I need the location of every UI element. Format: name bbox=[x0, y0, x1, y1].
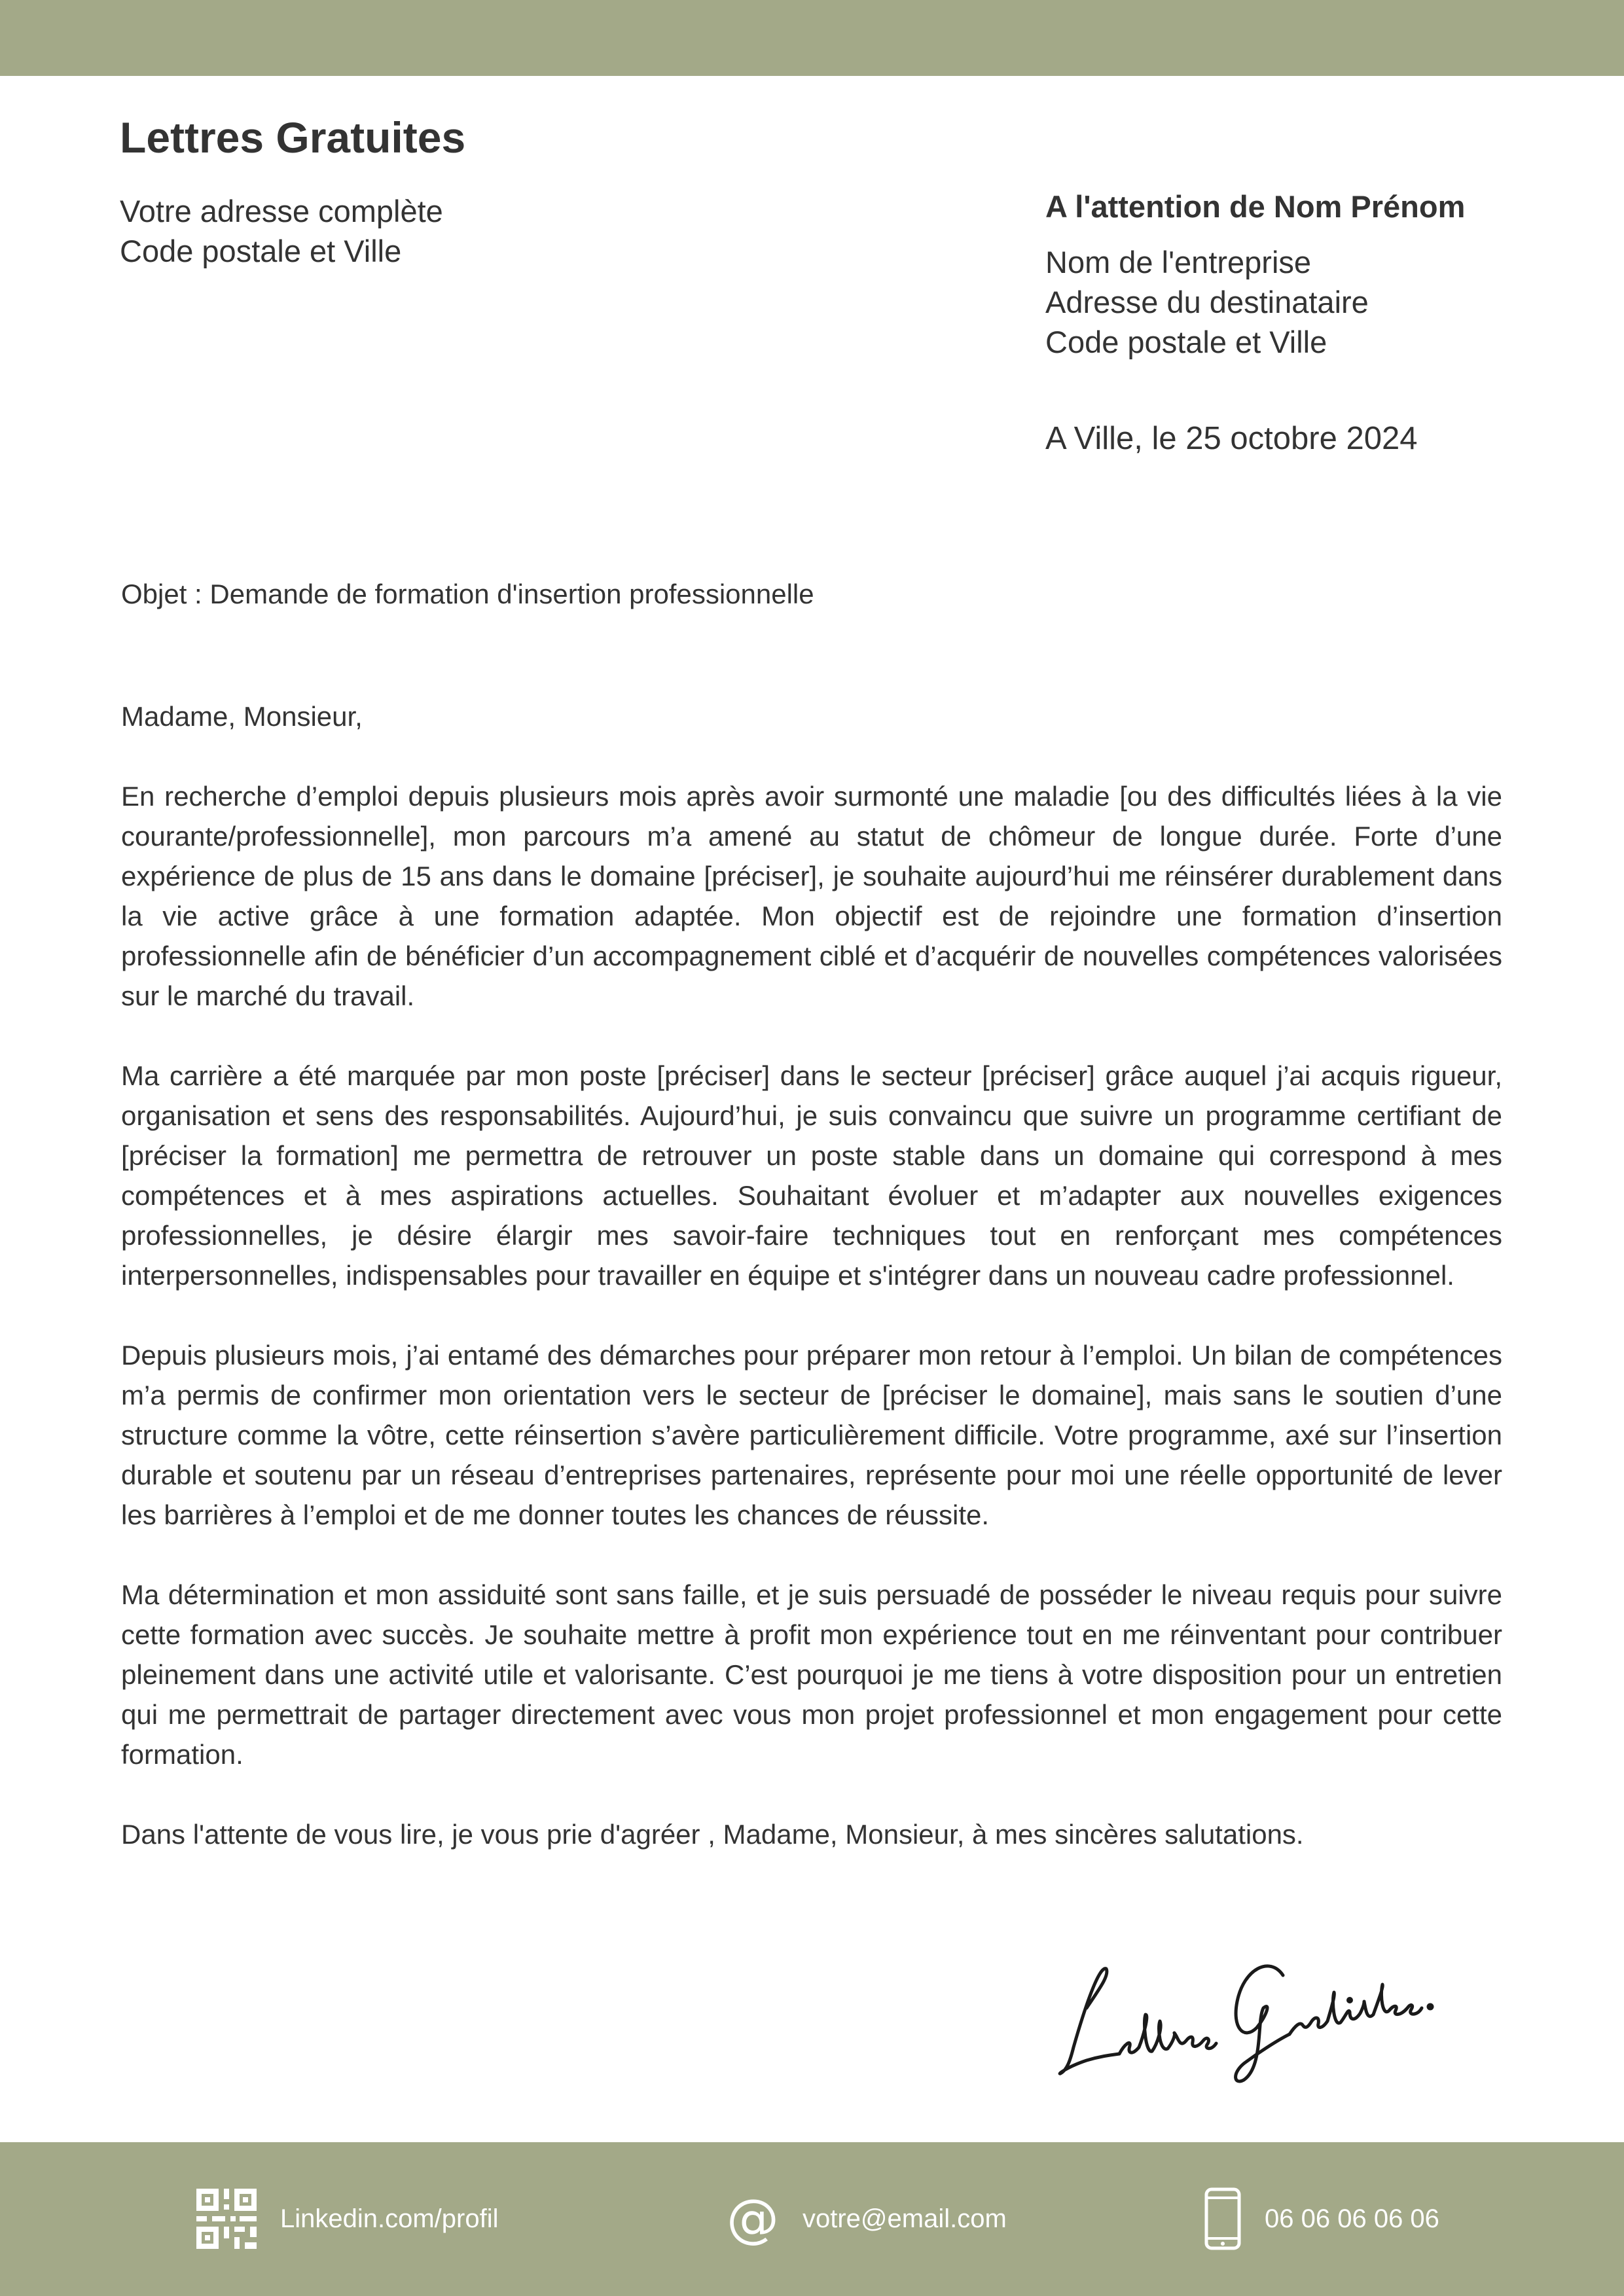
smartphone-icon bbox=[1204, 2187, 1241, 2250]
closing-formula: Dans l'attente de vous lire, je vous prie d'agréer , Madame, Monsieur, à mes sincères salutations. bbox=[121, 1819, 1304, 1850]
qr-code-icon bbox=[196, 2189, 257, 2249]
at-sign-icon: @ bbox=[727, 2188, 779, 2249]
footer-phone[interactable] bbox=[1204, 2186, 1439, 2251]
sender-address bbox=[120, 191, 443, 271]
letter-body bbox=[121, 696, 1502, 1894]
letter-date: A Ville, le 25 octobre 2024 bbox=[1045, 421, 1418, 456]
sender-name: Lettres Gratuites bbox=[120, 113, 466, 162]
recipient-block bbox=[1045, 187, 1465, 362]
paragraph-1: En recherche d’emploi depuis plusieurs mois après avoir surmonté une maladie [ou des difficultés liées à la vie courante/professionnelle], mon parcours m’a amené au statut de chômeur de longue durée. Forte d’une expérience de plus de 15 ans dans le domaine [préciser], je souhaite aujourd’hui me réinsérer durablement dans la vie active grâce à une formation adaptée. Mon objectif est de rejoindre une formation d’insertion professionnelle afin de bénéficier d’un accompagnement ciblé et d’acquérir de nouvelles compétences valorisées sur le marché du travail. bbox=[121, 781, 1502, 1011]
handwritten-signature bbox=[1047, 1929, 1440, 2087]
phone-text[interactable]: 06 06 06 06 06 bbox=[1265, 2204, 1439, 2233]
sender-address-line1: Votre adresse complète bbox=[120, 194, 443, 228]
recipient-address: Adresse du destinataire bbox=[1045, 285, 1369, 319]
paragraph-2: Ma carrière a été marquée par mon poste [préciser] dans le secteur [préciser] grâce auquel j’ai acquis rigueur, organisation et sens des responsabilités. Aujourd’hui, je suis convaincu que suivre un programme certifiant de [préciser la formation] me permettra de retrouver un poste stable dans un domaine qui correspond à mes compétences et à mes aspirations actuelles. Souhaitant évoluer et m’adapter aux nouvelles exigences professionnelles, je désire élargir mes savoir-faire techniques tout en renforçant mes compétences interpersonnelles, indispensables pour travailler en équipe et s'intégrer dans un nouveau cadre professionnel. bbox=[121, 1060, 1502, 1291]
paragraph-3: Depuis plusieurs mois, j’ai entamé des démarches pour préparer mon retour à l’emploi. Un bilan de compétences m’a permis de confirmer mon orientation vers le secteur de [préciser le domaine], mais sans le soutien d’une structure comme la vôtre, cette réinsertion s’avère particulièrement difficile. Votre programme, axé sur l’insertion durable et soutenu par un réseau d’entreprises partenaires, représente pour moi une réelle opportunité de lever les barrières à l’emploi et de me donner toutes les chances de réussite. bbox=[121, 1340, 1502, 1530]
email-text[interactable]: votre@email.com bbox=[803, 2204, 1007, 2233]
linkedin-text[interactable]: Linkedin.com/profil bbox=[280, 2204, 499, 2233]
footer-linkedin[interactable] bbox=[196, 2186, 499, 2251]
recipient-city: Code postale et Ville bbox=[1045, 325, 1327, 359]
paragraph-4: Ma détermination et mon assiduité sont sans faille, et je suis persuadé de posséder le niveau requis pour suivre cette formation avec succès. Je souhaite mettre à profit mon expérience tout en me réinventant pour contribuer pleinement dans une activité utile et valorisante. C’est pourquoi je me tiens à votre disposition pour un entretien qui me permettrait de partager directement avec vous mon projet professionnel et mon engagement pour cette formation. bbox=[121, 1579, 1502, 1770]
letter-subject: Objet : Demande de formation d'insertion professionnelle bbox=[121, 579, 814, 609]
sender-address-line2: Code postale et Ville bbox=[120, 234, 402, 268]
header-band bbox=[0, 0, 1624, 76]
footer-email[interactable] bbox=[727, 2186, 1007, 2251]
recipient-company: Nom de l'entreprise bbox=[1045, 245, 1312, 279]
recipient-attention: A l'attention de Nom Prénom bbox=[1045, 189, 1466, 224]
salutation: Madame, Monsieur, bbox=[121, 701, 363, 732]
